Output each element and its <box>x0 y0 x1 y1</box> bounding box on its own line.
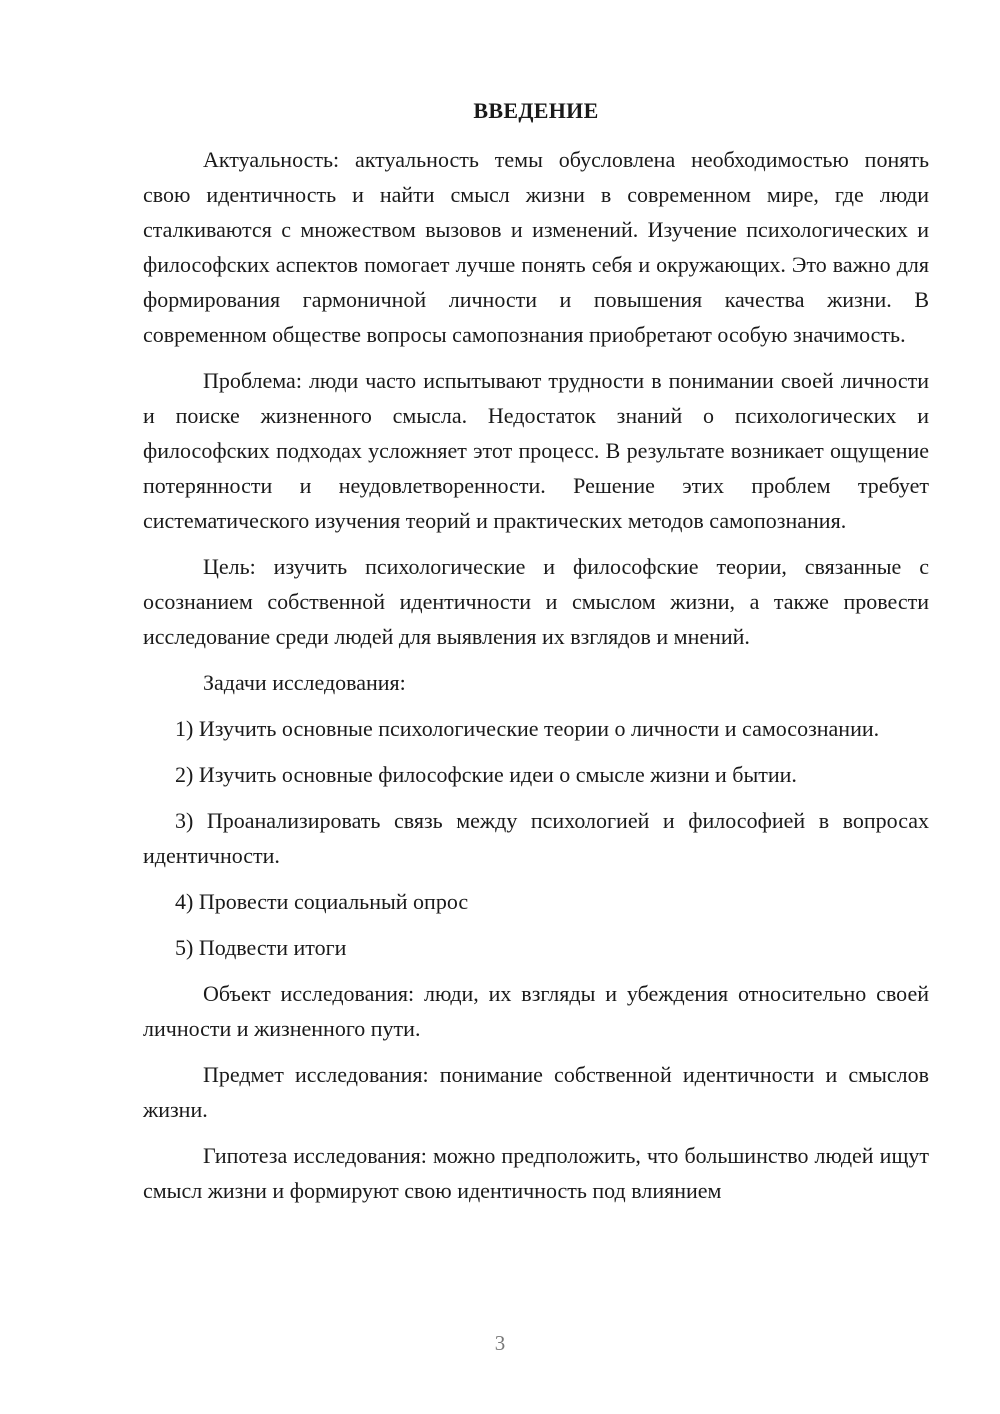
paragraph-hypothesis: Гипотеза исследования: можно предположить, что большинство людей ищут смысл жизни и формируют свою идентичность под влиянием <box>143 1143 929 1203</box>
section-heading: ВВЕДЕНИЕ <box>473 98 599 123</box>
task-item-2: 2) Изучить основные философские идеи о смысле жизни и бытии. <box>175 762 797 787</box>
paragraph-object: Объект исследования: люди, их взгляды и убеждения относительно своей личности и жизненного пути. <box>143 981 929 1041</box>
document-body <box>143 93 929 1219</box>
task-item-4: 4) Провести социальный опрос <box>175 889 469 914</box>
paragraph-problem: Проблема: люди часто испытывают трудности в понимании своей личности и поиске жизненного смысла. Недостаток знаний о психологических и философских подходах усложняет этот процесс. В результате возникает ощущение потерянности и неудовлетворенности. Решение этих проблем требует систематического изучения теорий и практических методов самопознания. <box>143 368 929 533</box>
paragraph-relevance: Актуальность: актуальность темы обусловлена необходимостью понять свою идентичность и найти смысл жизни в современном мире, где люди сталкиваются с множеством вызовов и изменений. Изучение психологических и философских аспектов помогает лучше понять себя и окружающих. Это важно для формирования гармоничной личности и повышения качества жизни. В современном обществе вопросы самопознания приобретают особую значимость. <box>143 147 929 347</box>
paragraph-goal: Цель: изучить психологические и философские теории, связанные с осознанием собственной идентичности и смыслом жизни, а также провести исследование среди людей для выявления их взглядов и мнений. <box>143 554 929 649</box>
task-item-3: 3) Проанализировать связь между психологией и философией в вопросах идентичности. <box>143 808 929 868</box>
paragraph-tasks-heading: Задачи исследования: <box>203 670 406 695</box>
task-item-5: 5) Подвести итоги <box>175 935 347 960</box>
page-number: 3 <box>494 1331 506 1355</box>
task-item-1: 1) Изучить основные психологические теории о личности и самосознании. <box>175 716 880 741</box>
paragraph-subject: Предмет исследования: понимание собственной идентичности и смыслов жизни. <box>143 1062 929 1122</box>
